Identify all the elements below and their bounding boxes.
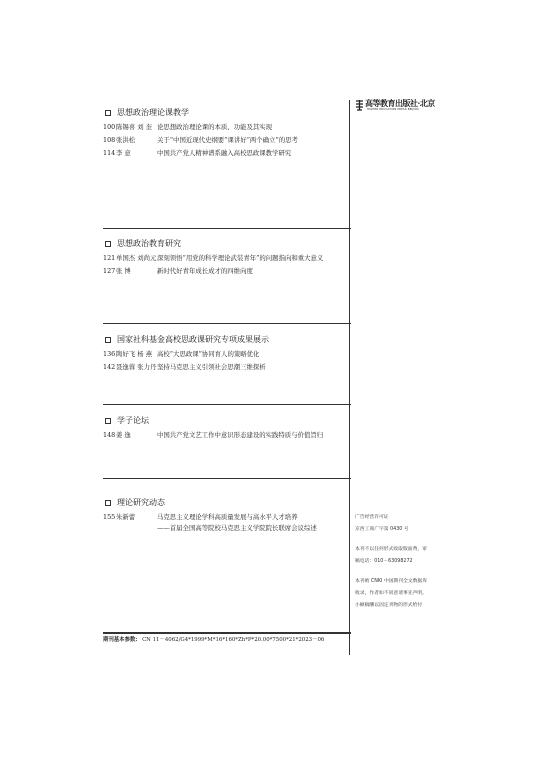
journal-parameters xyxy=(103,636,351,645)
sidebar-notes xyxy=(355,512,455,612)
toc-entry xyxy=(103,122,350,132)
entry-author: 李 意 xyxy=(116,149,131,157)
section-divider xyxy=(103,478,351,479)
entry-page: 155 xyxy=(103,513,116,521)
publisher-name: 高等教育出版社·北京 xyxy=(365,98,435,108)
entry-title: 坚持马克思主义引领社会思潮三维探析 xyxy=(157,363,266,371)
note-line: 本刊不以任何形式收取版面费，审 xyxy=(355,547,427,552)
section-title-text: 思想政治教育研究 xyxy=(117,239,181,248)
entry-page: 136 xyxy=(103,350,116,358)
note-line: 京西工商广字第 0430 号 xyxy=(355,527,409,532)
section-title xyxy=(103,497,350,509)
section-title xyxy=(103,334,350,346)
entry-author: 张洪松 xyxy=(116,136,136,144)
entry-title: 关于“中国近现代史纲要”课讲好“两个确立”的思考 xyxy=(157,136,298,144)
publisher-english: HIGHER EDUCATION PRESS BEIJING xyxy=(367,108,419,111)
entry-author: 姜 逸 xyxy=(116,431,131,439)
section-divider xyxy=(103,404,351,405)
entry-page: 114 xyxy=(103,149,116,157)
entry-title: 中国共产党人精神谱系融入高校思政课教学研究 xyxy=(157,149,292,157)
entry-title: 中国共产党文艺工作中意识形态建设的实践特质与价值旨归 xyxy=(157,431,324,439)
entry-author: 陈锡喜 刘 奎 xyxy=(116,123,153,131)
note-line: 本刊被 CNKI 中国期刊全文数据库 xyxy=(355,579,428,584)
footer-label: 期刊基本参数: xyxy=(103,637,138,643)
note-line: 收录，作者如不同意请事先声明。 xyxy=(355,591,427,596)
toc-entry xyxy=(103,135,350,145)
section-divider xyxy=(103,228,351,229)
note-line: 小额稿酬以固定刊物的形式给付 xyxy=(355,603,423,608)
entry-subtitle: ——首届全国高等院校马克思主义学院院长联席会议综述 xyxy=(157,524,317,532)
entry-author: 陶好飞 杨 燕 xyxy=(116,350,153,358)
toc-section xyxy=(103,415,350,440)
toc-section xyxy=(103,238,350,276)
section-title-text: 学子论坛 xyxy=(117,416,149,425)
section-title xyxy=(103,238,350,250)
section-title xyxy=(103,107,350,119)
toc-entry xyxy=(103,148,350,158)
entry-page: 142 xyxy=(103,363,116,371)
entry-page: 108 xyxy=(103,136,116,144)
toc-section xyxy=(103,334,350,372)
note-line: 稿电话：010－63098272 xyxy=(355,559,413,564)
toc-entry xyxy=(103,362,350,372)
note-line: 广告经营许可证 xyxy=(355,515,389,520)
entry-title: 深刻领悟“用党的科学理论武装青年”的问题指向和重大意义 xyxy=(157,254,324,262)
entry-author: 朱新蕾 xyxy=(116,513,136,521)
section-divider xyxy=(103,323,351,324)
entry-title-text: 马克思主义理论学科高质量发展与高水平人才培养 xyxy=(157,513,298,521)
entry-author: 单国杰 刘尚元 xyxy=(116,254,157,262)
entry-page: 100 xyxy=(103,123,116,131)
footer-rule xyxy=(103,632,351,634)
vertical-divider xyxy=(349,100,350,655)
footer-value: CN 11－4062/G4*1999*M*16*160*Zh*P*20.00*7500*21*2023－06 xyxy=(142,637,325,643)
entry-author: 张 博 xyxy=(116,267,131,275)
publisher-logo xyxy=(355,98,435,114)
toc-entry xyxy=(103,512,350,533)
toc-entry xyxy=(103,253,350,263)
square-bullet-icon xyxy=(105,418,111,424)
entry-title: 新时代好青年成长成才的四维向度 xyxy=(157,267,253,275)
section-title-text: 理论研究动态 xyxy=(117,498,165,507)
entry-page: 121 xyxy=(103,254,116,262)
entry-title: 高校“大思政课”协同育人的策略优化 xyxy=(157,350,260,358)
entry-title xyxy=(157,512,350,533)
section-title-text: 国家社科基金高校思政课研究专项成果展示 xyxy=(117,335,269,344)
toc-entry xyxy=(103,266,350,276)
square-bullet-icon xyxy=(105,110,111,116)
entry-page: 148 xyxy=(103,431,116,439)
publisher-emblem-icon xyxy=(355,99,364,111)
toc-section xyxy=(103,497,350,533)
toc-entry xyxy=(103,349,350,359)
toc-section xyxy=(103,107,350,158)
section-title-text: 思想政治理论课教学 xyxy=(117,108,189,117)
section-title xyxy=(103,415,350,427)
square-bullet-icon xyxy=(105,337,111,343)
square-bullet-icon xyxy=(105,500,111,506)
square-bullet-icon xyxy=(105,241,111,247)
entry-page: 127 xyxy=(103,267,116,275)
entry-title: 论思想政治理论课的本质、功能及其实现 xyxy=(157,123,273,131)
entry-author: 聂逸蓉 张力丹 xyxy=(116,363,157,371)
toc-entry xyxy=(103,430,350,440)
